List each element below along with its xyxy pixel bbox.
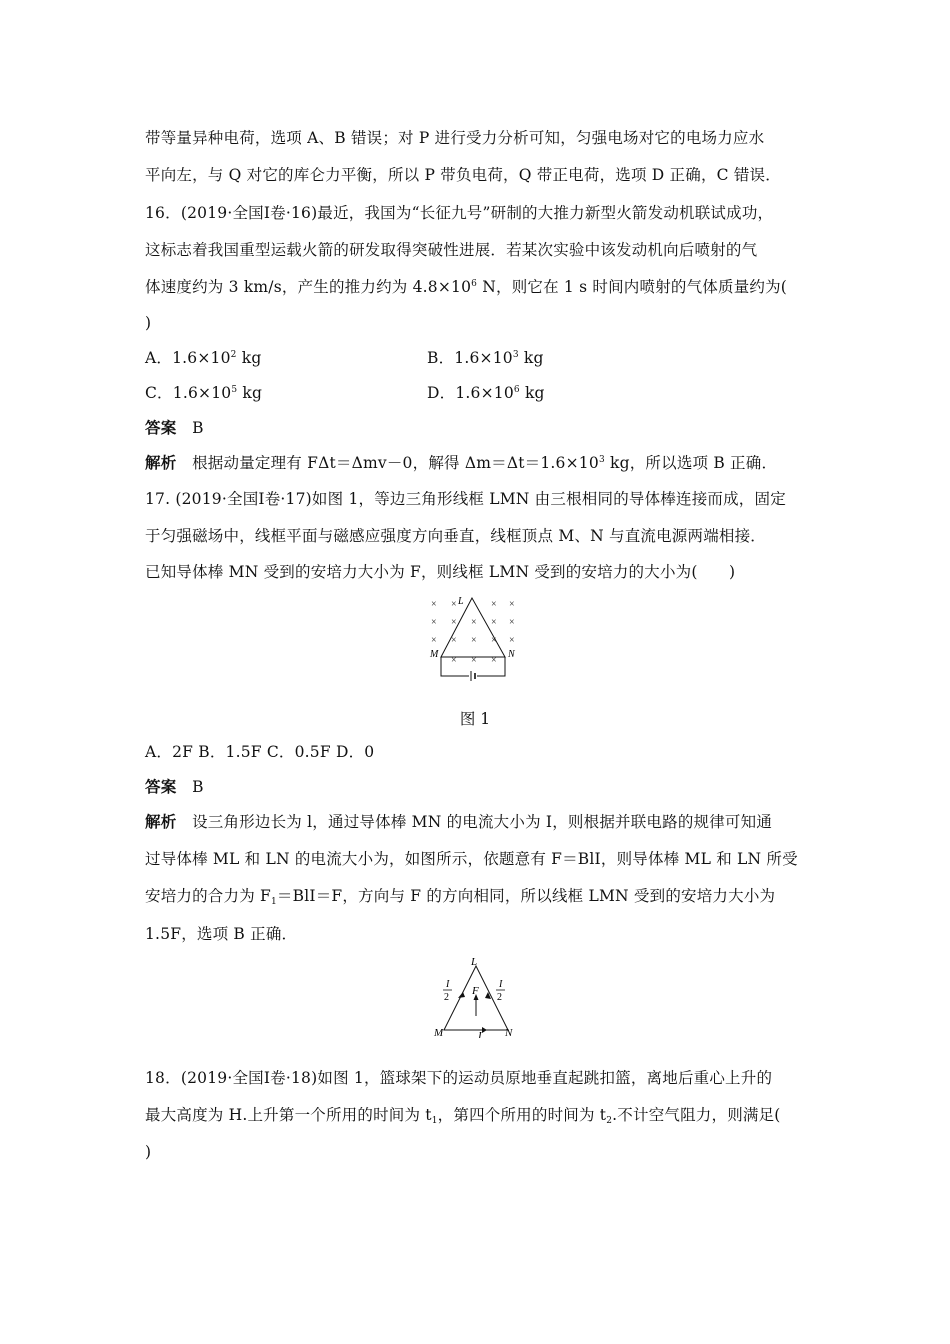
q17-stem-line-2: 于匀强磁场中，线框平面与磁感应强度方向垂直，线框顶点 M、N 与直流电源两端相接． <box>145 527 766 545</box>
q17-answer: 答案 B <box>145 777 204 796</box>
svg-text:×: × <box>431 599 437 610</box>
q18-stem-line-1: 18．(2019·全国Ⅰ卷·18)如图 1，篮球架下的运动员原地垂直起跳扣篮，离地后重心上升的 <box>145 1069 773 1087</box>
svg-text:×: × <box>451 599 457 610</box>
figure-1-triangle-field <box>425 592 525 684</box>
svg-text:×: × <box>471 635 477 646</box>
figure-2-current-diagram <box>432 954 522 1038</box>
q16-stem-line-2: 这标志着我国重型运载火箭的研发取得突破性进展．若某次实验中该发动机向后喷射的气 <box>145 241 758 259</box>
q17-analysis-line-4: 1.5F，选项 B 正确． <box>145 925 298 943</box>
magnetic-field-crosses <box>431 599 515 666</box>
svg-text:×: × <box>451 617 457 628</box>
q16-options-row-1 <box>145 348 825 368</box>
current-arrow-bottom <box>482 1027 487 1033</box>
svg-text:×: × <box>491 655 497 666</box>
q16-stem-line-1: 16．(2019·全国Ⅰ卷·16)最近，我国为“长征九号”研制的大推力新型火箭发动机联试成功， <box>145 204 774 222</box>
svg-text:×: × <box>451 635 457 646</box>
svg-text:×: × <box>509 635 515 646</box>
q17-options: A．2F B．1.5F C．0.5F D．0 <box>145 743 375 761</box>
force-label: F <box>472 985 479 997</box>
svg-text:×: × <box>431 617 437 628</box>
prev-analysis-line-1: 带等量异种电荷，选项 A、B 错误；对 P 进行受力分析可知，匀强电场对它的电场力应水 <box>145 129 765 147</box>
svg-text:×: × <box>491 617 497 628</box>
svg-text:×: × <box>509 599 515 610</box>
q17-stem-line-3: 已知导体棒 MN 受到的安培力大小为 F，则线框 LMN 受到的安培力的大小为( ) <box>145 563 736 581</box>
q16-analysis: 解析 根据动量定理有 FΔt＝Δmv－0，解得 $\Delta m=\Delta t=1.6\times 10^3$ kg，所以选项 B 正确． <box>145 453 778 472</box>
current-arrow-right <box>485 992 491 999</box>
current-label-right <box>496 979 505 1003</box>
current-label-left <box>443 979 452 1003</box>
q18-stem-line-2: 最大高度为 H.上升第一个所用的时间为 $t_1$，第四个所用的时间为 $t_2$.不计空气阻力，则满足( <box>145 1106 781 1126</box>
svg-text:I: I <box>499 979 503 990</box>
q16-stem-line-3: 体速度约为 3 km/s，产生的推力约为 $4.8\times 10^6$ N，则它在 1 s 时间内喷射的气体质量约为( <box>145 278 788 296</box>
vertex-label-l: L <box>471 956 478 968</box>
q17-analysis-line-1: 解析 设三角形边长为 l，通过导体棒 MN 的电流大小为 I，则根据并联电路的规律可知通 <box>145 812 773 831</box>
vertex-label-n: N <box>508 649 515 660</box>
svg-text:×: × <box>491 635 497 646</box>
svg-text:2: 2 <box>497 992 502 1003</box>
q16-option-c: C．$1.6\times 10^5$ kg <box>145 384 263 402</box>
q16-option-b: B．$1.6\times 10^3$ kg <box>427 349 544 367</box>
q16-stem-line-4: ) <box>145 314 152 332</box>
prev-analysis-line-2: 平向左，与 Q 对它的库仑力平衡，所以 P 带负电荷，Q 带正电荷，选项 D 正确，C 错误． <box>145 166 781 184</box>
svg-text:×: × <box>471 655 477 666</box>
q16-options-row-2 <box>145 383 825 403</box>
q17-stem-line-1: 17. (2019·全国Ⅰ卷·17)如图 1，等边三角形线框 LMN 由三根相同的导体棒连接而成，固定 <box>145 490 786 508</box>
q18-stem-line-3: ) <box>145 1143 152 1161</box>
current-arrow-left <box>458 992 465 998</box>
vertex-label-m: M <box>430 649 439 660</box>
svg-text:×: × <box>509 617 515 628</box>
vertex-label-n: N <box>505 1027 513 1038</box>
svg-text:I: I <box>446 979 450 990</box>
q17-analysis-line-3: 安培力的合力为 $F_1=BlI=F$，方向与 F 的方向相同，所以线框 LMN 受到的安培力大小为 <box>145 887 776 907</box>
q16-answer: 答案 B <box>145 418 204 437</box>
q16-option-d: D．$1.6\times 10^6$ kg <box>427 384 545 402</box>
svg-text:×: × <box>491 599 497 610</box>
current-label-bottom: I <box>478 1030 482 1038</box>
svg-text:2: 2 <box>444 992 449 1003</box>
svg-text:×: × <box>451 655 457 666</box>
q16-option-a: A．$1.6\times 10^2$ kg <box>145 349 262 367</box>
figure-1-caption: 图 1 <box>459 710 491 728</box>
vertex-label-l: L <box>458 596 464 607</box>
vertex-label-m: M <box>434 1027 444 1038</box>
q17-analysis-line-2: 过导体棒 ML 和 LN 的电流大小为，如图所示，依题意有 F＝BlI，则导体棒 ML 和 LN 所受 <box>145 850 798 868</box>
svg-text:×: × <box>471 617 477 628</box>
svg-text:×: × <box>431 635 437 646</box>
